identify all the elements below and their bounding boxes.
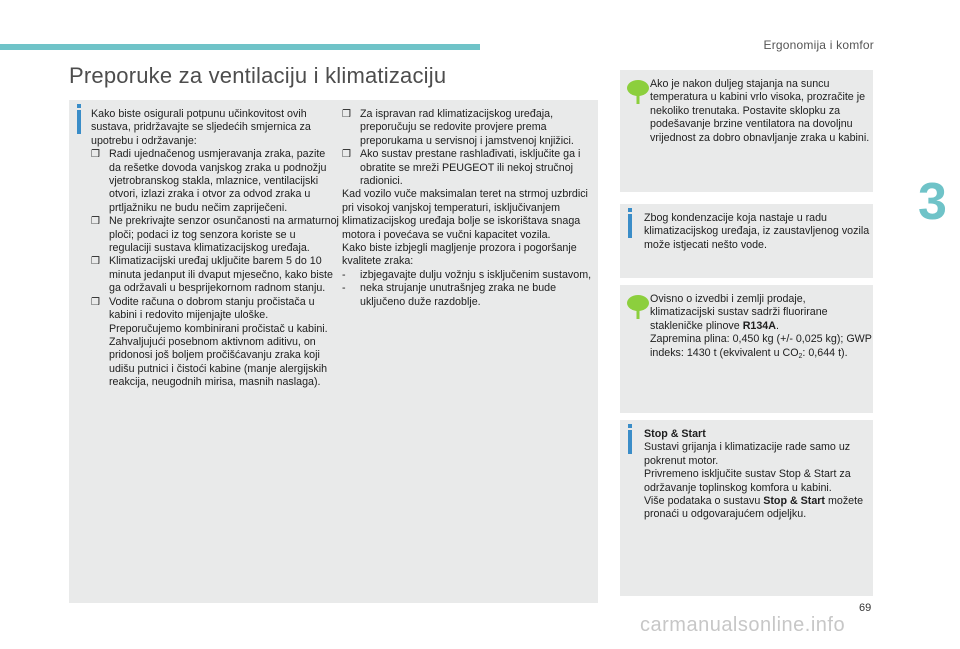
info-icon (77, 104, 81, 108)
towing-paragraph: Kad vozilo vuče maksimalan teret na strmoj uzbrdici pri visokoj vanjskoj temperaturi, isključivanjem klimatizacijskog uređaja bolje se iskorištava snaga motora i povećava se vučni kapacitet vozila. (342, 188, 588, 241)
info-icon (628, 424, 632, 428)
page-number: 69 (859, 602, 872, 614)
left-column (91, 108, 339, 390)
chapter-number: 3 (918, 173, 947, 231)
checkbox-bullet-icon: ❒ (342, 109, 351, 120)
intro-text: Kako biste osigurali potpunu učinkovitost ovih sustava, pridržavajte se sljedećih smjernica za upotrebu i održavanje: (91, 108, 311, 147)
fogging-paragraph: Kako biste izbjegli magljenje prozora i pogoršanje kvalitete zraka: (342, 242, 577, 268)
info-panel-stop-start (620, 420, 873, 596)
condensation-text: Zbog kondenzacije koja nastaje u radu klimatizacijskog uređaja, iz zaustavljenog vozila može istjecati nešto vode. (644, 212, 870, 251)
checkbox-bullet-icon: ❒ (91, 256, 100, 268)
gas-info-text: Ovisno o izvedbi i zemlji prodaje, klimatizacijski sustav sadrži fluorirane stakleničke plinove R134A. Zapremina plina: 0,450 kg (+/- 0,025 kg); GWP indeks: 1430 t (ekvivalent u $CO_2$: 0,644 t). (650, 293, 872, 360)
right-column (342, 108, 592, 309)
gas-name: R134A (742, 319, 776, 332)
watermark: carmanualsonline.info (640, 614, 846, 636)
stop-start-title: Stop & Start (644, 428, 706, 440)
info-panel-condensation (620, 204, 873, 278)
checkbox-bullet-icon: ❒ (342, 149, 351, 161)
checkbox-bullet-icon: ❒ (91, 216, 100, 228)
header-accent-bar (0, 44, 480, 50)
dash-list-item: - izbjegavajte dulju vožnju s isključenim sustavom, (342, 268, 592, 281)
info-icon-bar (628, 214, 632, 238)
eco-tip-panel-gas (620, 285, 873, 413)
checkbox-bullet-icon: ❒ (91, 296, 100, 308)
info-icon-bar (628, 430, 632, 454)
checkbox-bullet-icon: ❒ (91, 149, 100, 161)
eco-leaf-icon (626, 78, 650, 104)
dash-list-item: - neka strujanje unutrašnjeg zraka ne bude uključeno duže razdoblje. (342, 282, 557, 308)
list-item: ❒ Ako sustav prestane rashlađivati, isključite ga i obratite se mreži PEUGEOT ili nekoj stručnoj radionici. (342, 148, 581, 188)
list-item: ❒ Klimatizacijski uređaj uključite barem 5 do 10 minuta jedanput ili dvaput mjesečno, kako biste ga održavali u besprijekornom radnom stanju. (91, 255, 333, 295)
eco-tip-panel-ventilation (620, 70, 873, 192)
main-info-panel (69, 100, 598, 603)
list-item: ❒ Vodite računa o dobrom stanju pročistača u kabini i redovito mijenjajte uloške. Preporučujemo kombinirani pročistač u kabini. Zahvaljujući posebnom aktivnom aditivu, on pridonosi još boljem pročišćavanju zraka koji udišu putnici i čistoći kabine (manje alergijskih reakcija, neugodnih mirisa, masnih naslaga). (91, 295, 328, 389)
info-icon (628, 208, 632, 212)
eco-leaf-icon (626, 293, 650, 319)
stop-start-text: Stop & Start Sustavi grijanja i klimatizacije rade samo uz pokrenut motor. Privremeno isključite sustav Stop & Start za održavanje toplinskog komfora u kabini. Više podataka o sustavu Stop & Start možete pronaći u odgovarajućem odjeljku. (644, 428, 864, 521)
list-item: ❒ Radi ujednačenog usmjeravanja zraka, pazite da rešetke dovoda vanjskog zraka u podnožju vjetrobranskog stakla, mlaznice, ventilacijski otvori, izlazi zraka i otvor za odvod zraka u prtljažniku ne budu nečim zapriječeni. (91, 148, 327, 214)
chapter-title: Ergonomija i komfor (763, 38, 874, 52)
info-icon-bar (77, 110, 81, 134)
list-item: ❒ Ne prekrivajte senzor osunčanosti na armaturnoj ploči; podaci iz tog senzora koriste se u regulaciji sustava klimatizacijskog uređaja. (91, 215, 339, 255)
list-item: ❒ Za ispravan rad klimatizacijskog uređaja, preporučuju se redovite provjere prema preporukama u servisnoj i jamstvenoj knjižici. (342, 108, 574, 147)
page-title: Preporuke za ventilaciju i klimatizaciju (69, 63, 447, 88)
eco-tip-text: Ako je nakon duljeg stajanja na suncu temperatura u kabini vrlo visoka, prozračite je nekoliko trenutaka. Postavite sklopku za podešavanje brzine ventilatora na dovoljnu vrijednost za dobro obnavljanje zraka u kabini. (650, 78, 870, 144)
